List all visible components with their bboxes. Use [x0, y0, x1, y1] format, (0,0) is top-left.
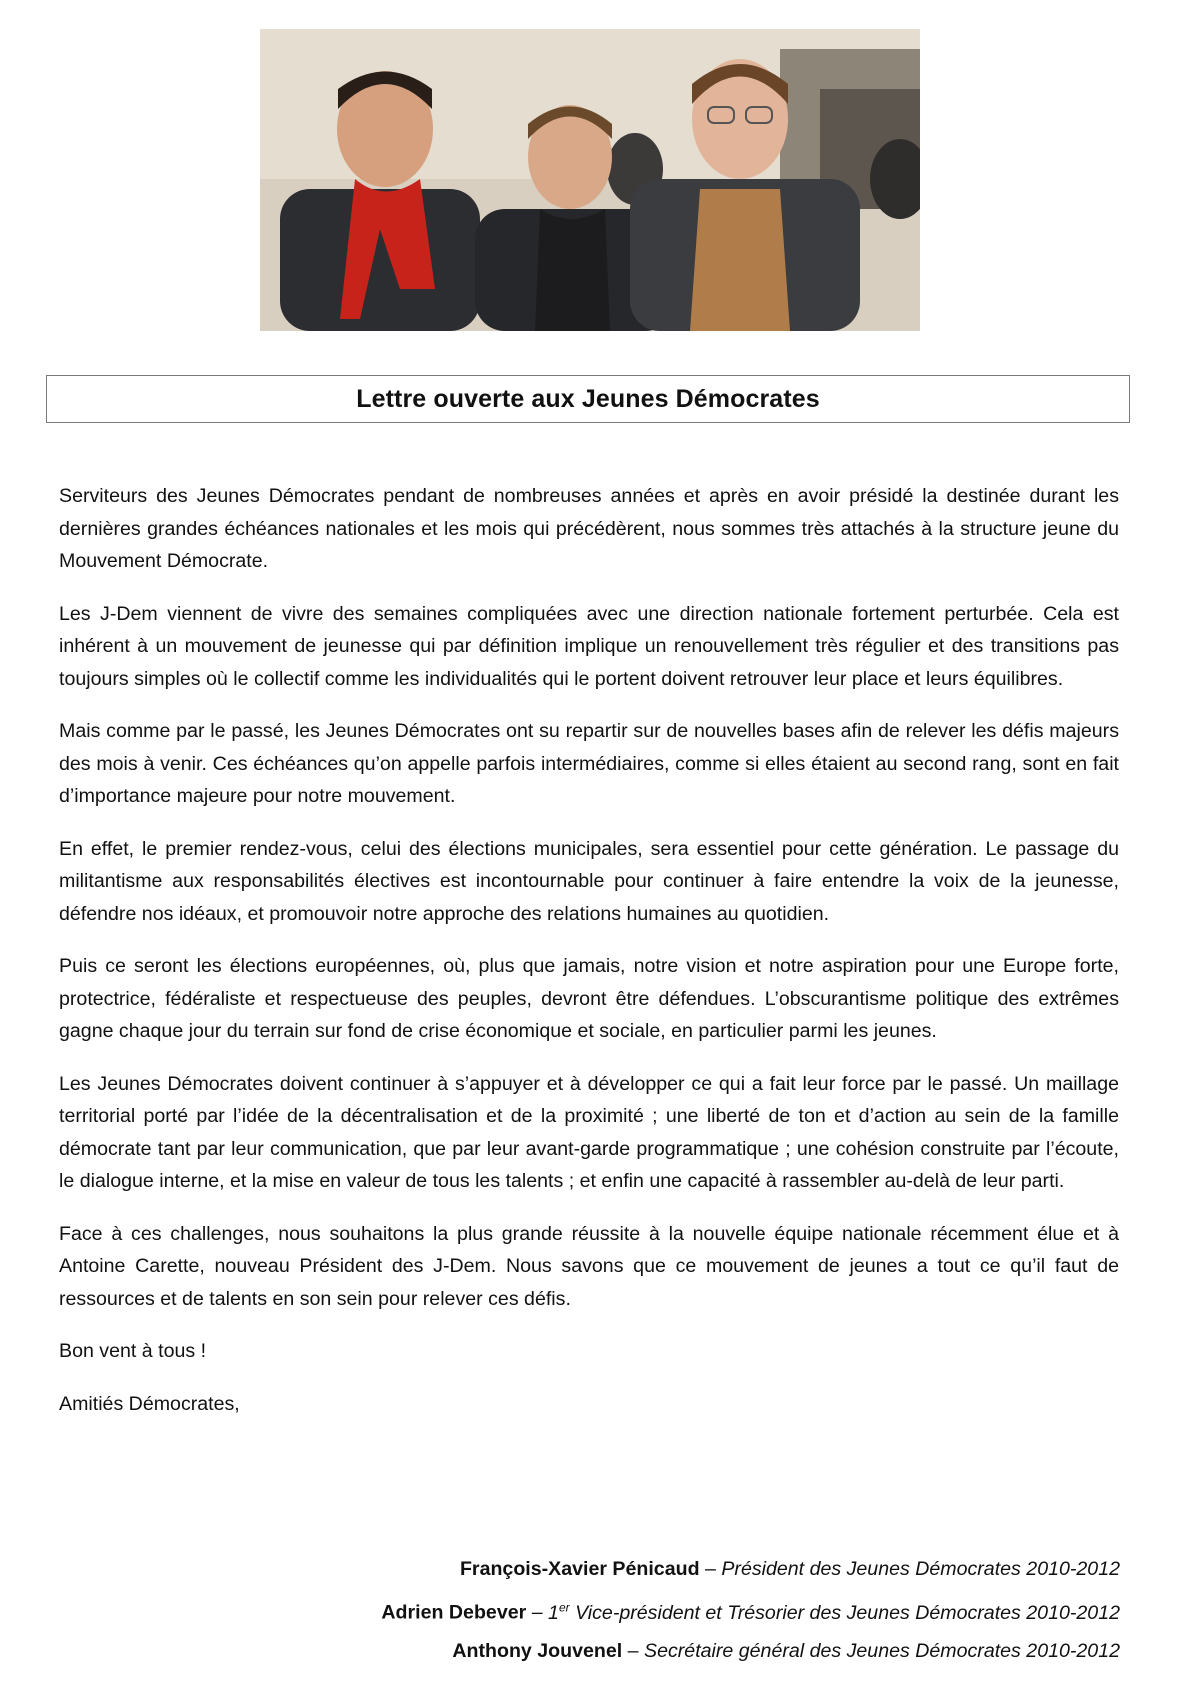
signature-line [381, 1550, 1120, 1588]
letter-body [59, 480, 1119, 1440]
role-ordinal-suffix: er [558, 1600, 570, 1614]
header-photo [260, 29, 920, 331]
closing-salutation: Amitiés Démocrates, [59, 1392, 240, 1415]
paragraph-4: En effet, le premier rendez-vous, celui des élections municipales, sera essentiel pour cette génération. Le passage du militantisme aux responsabilités électives est incontournable pour continuer à faire entendre la voix de la jeunesse, défendre nos idéaux, et promouvoir notre approche des relations humaines au quotidien. [59, 837, 1119, 925]
signature-dash: – [526, 1601, 549, 1624]
signature-line [381, 1588, 1120, 1632]
signatory-name: François-Xavier Pénicaud [459, 1558, 700, 1580]
role-ordinal: 1 [548, 1601, 559, 1624]
signature-dash: – [622, 1639, 645, 1662]
signature-line [381, 1632, 1120, 1670]
role-text: Vice-président et Trésorier des Jeunes Démocrates 2010-2012 [569, 1601, 1120, 1624]
paragraph-7: Face à ces challenges, nous souhaitons la plus grande réussite à la nouvelle équipe nationale récemment élue et à Antoine Carette, nouveau Président des J-Dem. Nous savons que ce mouvement de jeunes a tout ce qu’il faut de ressources et de talents en son sein pour relever ces défis. [59, 1222, 1119, 1310]
title-box [46, 375, 1130, 423]
signature-block [381, 1550, 1120, 1670]
page-title: Lettre ouverte aux Jeunes Démocrates [356, 384, 820, 413]
signatory-name: Adrien Debever [381, 1601, 527, 1624]
paragraph-6: Les Jeunes Démocrates doivent continuer à s’appuyer et à développer ce qui a fait leur force par le passé. Un maillage territorial porté par l’idée de la décentralisation et de la proximité ; une liberté de ton et d’action au sein de la famille démocrate tant par leur communication, que par leur avant-garde programmatique ; une cohésion construite par l’écoute, le dialogue interne, et la mise en valeur de tous les talents ; et enfin une capacité à rassembler au-delà de leur parti. [59, 1072, 1119, 1192]
paragraph-1: Serviteurs des Jeunes Démocrates pendant de nombreuses années et après en avoir présidé la destinée durant les dernières grandes échéances nationales et les mois qui précédèrent, nous sommes très attachés à la structure jeune du Mouvement Démocrate. [59, 485, 1119, 572]
signatory-role: Président des Jeunes Démocrates 2010-2012 [721, 1558, 1120, 1580]
signature-dash: – [699, 1558, 722, 1580]
signatory-name: Anthony Jouvenel [452, 1639, 623, 1662]
signatory-role: Secrétaire général des Jeunes Démocrates 2010-2012 [644, 1639, 1120, 1662]
closing-greeting: Bon vent à tous ! [59, 1340, 207, 1362]
signatory-role [548, 1602, 1120, 1624]
paragraph-5: Puis ce seront les élections européennes, où, plus que jamais, notre vision et notre aspiration pour une Europe forte, protectrice, fédéraliste et respectueuse des peuples, devront être défendues. L’obscurantisme politique des extrêmes gagne chaque jour du terrain sur fond de crise économique et sociale, en particulier parmi les jeunes. [59, 955, 1119, 1042]
paragraph-2: Les J-Dem viennent de vivre des semaines compliquées avec une direction nationale fortement perturbée. Cela est inhérent à un mouvement de jeunesse qui par définition implique un renouvellement très régulier et des transitions pas toujours simples où le collectif comme les individualités qui le portent doivent retrouver leur place et leurs équilibres. [59, 602, 1119, 690]
paragraph-3: Mais comme par le passé, les Jeunes Démocrates ont su repartir sur de nouvelles bases afin de relever les défis majeurs des mois à venir. Ces échéances qu’on appelle parfois intermédiaires, comme si elles étaient au second rang, sont en fait d’importance majeure pour notre mouvement. [59, 720, 1119, 807]
